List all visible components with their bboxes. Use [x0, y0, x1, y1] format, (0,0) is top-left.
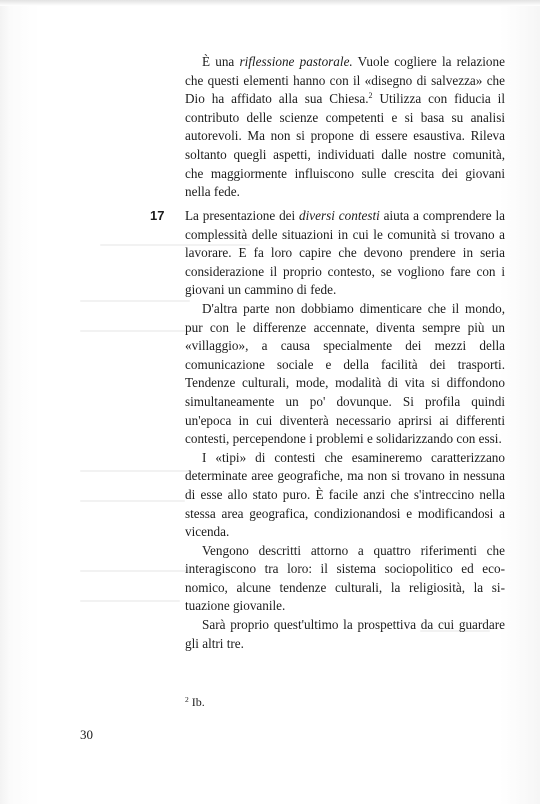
- section-paragraph-3: I «tipi» di contesti che esamineremo caratterizzano determinate aree geografiche, ma non si trovano in nessuna di esse allo stato puro. È facile anzi che s'intreccino nella stessa area geografica, condizionandosi e modificandosi a vicenda.: [185, 449, 505, 540]
- section-paragraph-2: D'altra parte non dobbiamo dimenticare che il mondo, pur con le differenze accennate, diventa sempre più un «villaggio», a causa specialmente dei mezzi della comunicazione sociale e della facilità dei trasporti. Tendenze culturali, mode, modalità di vita si diffondono simultaneamente un po' dovunque. Si profila quindi un'epoca in cui diventerà necessario aprirsi ai differenti contesti, percependone i problemi e solidarizzando con essi.: [185, 300, 505, 447]
- footnote-mark: 2: [185, 695, 189, 704]
- show-through-line: [80, 500, 185, 502]
- section-body: [185, 207, 505, 653]
- intro-paragraph-block: [185, 53, 505, 202]
- show-through-line: [80, 300, 190, 302]
- section-paragraph-1: [185, 207, 505, 300]
- section-number: 17: [150, 208, 165, 223]
- page-number: 30: [80, 727, 93, 742]
- intro-text-2: Vuole cogliere la relazione che questi elementi hanno con il «disegno di salvezza» che Dio ha affidato alla sua Chiesa.: [185, 54, 505, 107]
- show-through-line: [80, 330, 200, 332]
- footnote-text: Ib.: [191, 695, 205, 709]
- section-paragraph-5: Sarà proprio quest'ultimo la prospettiva da cui guardare gli altri tre.: [185, 617, 505, 651]
- section-p1-text-a: La presentazione dei: [185, 208, 300, 223]
- section-p1-text-c: aiuta a comprendere la complessità delle situazioni in cui le comunità si trovano a lavorare. E fa loro capire che devono prendere in seria considerazione il proprio contesto, se vogliono fare con i giovani un cammino di fede.: [185, 208, 506, 298]
- section-p1-emphasis: diversi contesti: [299, 208, 380, 223]
- show-through-line: [80, 470, 190, 472]
- intro-paragraph: [185, 53, 505, 202]
- intro-emphasis: riflessione pastorale.: [239, 54, 353, 69]
- section-paragraph-4: Vengono descritti attorno a quattro riferimenti che interagiscono tra loro: il sistema sociopolitico ed economico, alcune tendenze culturali, la religiosità, la situazione giovanile.: [185, 542, 505, 614]
- intro-text-1: È una: [202, 54, 240, 69]
- show-through-line: [80, 570, 190, 572]
- show-through-line: [80, 600, 180, 602]
- page-top-edge: [0, 0, 540, 6]
- footnote: [185, 694, 205, 710]
- footnote-reference: 2: [368, 91, 373, 101]
- intro-text-3: Utilizza con fiducia il contributo delle scienze competenti e si basa su analisi autorevoli. Ma non si propone di essere esaustiva. Rileva soltanto quegli aspetti, individuati dalle nostre comunità, che maggiormente influiscono sulle crescita dei giovani nella fede.: [185, 91, 505, 200]
